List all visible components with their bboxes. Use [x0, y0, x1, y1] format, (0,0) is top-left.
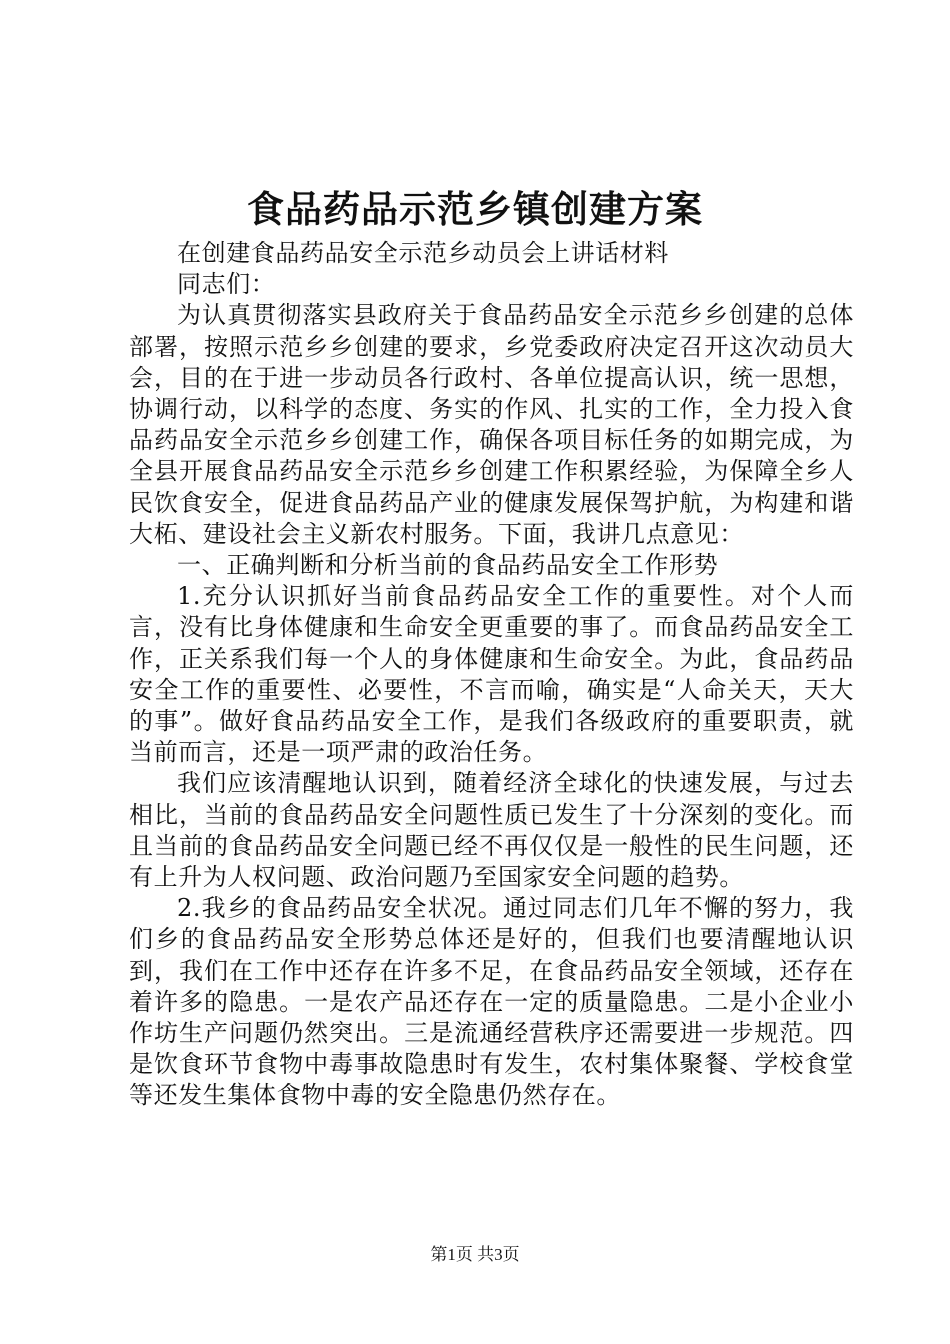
page-footer: 第1页 共3页 — [430, 1245, 520, 1264]
section-heading-1: 一、正确判断和分析当前的食品药品安全工作形势 — [177, 551, 719, 580]
paragraph-point-2: 2.我乡的食品药品安全状况。通过同志们几年不懈的努力，我们乡的食品药品安全形势总体还是好的，但我们也要清醒地认识到，我们在工作中还存在许多不足，在食品药品安全领域，还存在着许多的隐患。一是农产品还存在一定的质量隐患。二是小企业小作坊生产问题仍然突出。三是流通经营秩序还需要进一步规范。四是饮食环节食物中毒事故隐患时有发生，农村集体聚餐、学校食堂等还发生集体食物中毒的安全隐患仍然存在。 — [129, 894, 854, 1110]
paragraph-point-1: 1.充分认识抓好当前食品药品安全工作的重要性。对个人而言，没有比身体健康和生命安全更重要的事了。而食品药品安全工作，正关系我们每一个人的身体健康和生命安全。为此，食品药品安全工作的重要性、必要性，不言而喻，确实是“人命关天，天大的事”。做好食品药品安全工作，是我们各级政府的重要职责，就当前而言，还是一项严肃的政治任务。 — [129, 582, 854, 767]
paragraph-salutation: 同志们： — [177, 270, 276, 299]
document-title: 食品药品示范乡镇创建方案 — [247, 187, 703, 231]
paragraph-intro: 为认真贯彻落实县政府关于食品药品安全示范乡乡创建的总体部署，按照示范乡乡创建的要求，乡党委政府决定召开这次动员大会，目的在于进一步动员各行政村、各单位提高认识，统一思想，协调行动，以科学的态度、务实的作风、扎实的工作，全力投入食品药品安全示范乡乡创建工作，确保各项目标任务的如期完成，为全县开展食品药品安全示范乡乡创建工作积累经验，为保障全乡人民饮食安全，促进食品药品产业的健康发展保驾护航，为构建和谐大柘、建设社会主义新农村服务。下面，我讲几点意见： — [129, 301, 854, 548]
document-body — [129, 238, 854, 1112]
paragraph-awareness: 我们应该清醒地认识到，随着经济全球化的快速发展，与过去相比，当前的食品药品安全问题性质已发生了十分深刻的变化。而且当前的食品药品安全问题已经不再仅仅是一般性的民生问题，还有上升为人权问题、政治问题乃至国家安全问题的趋势。 — [129, 769, 854, 892]
paragraph-subtitle: 在创建食品药品安全示范乡动员会上讲话材料 — [177, 239, 669, 267]
